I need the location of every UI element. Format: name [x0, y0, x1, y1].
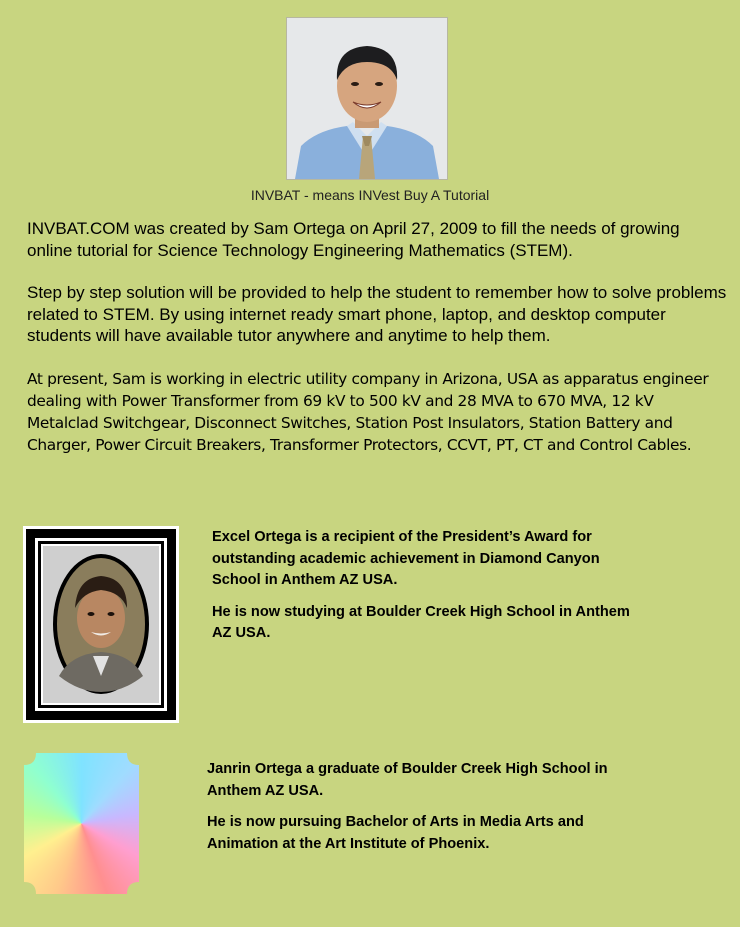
person-icon [287, 18, 447, 179]
intro-text [27, 218, 727, 477]
intro-paragraph: At present, Sam is working in electric utility company in Arizona, USA as apparatus engineer dealing with Power Transformer from 69 kV to 500 kV and 28 MVA to 670 MVA, 12 kV Metalclad Switchgear, Disconnect Switches, Station Post Insulators, Station Battery and Charger, Power Circuit Breakers, Transformer Protectors, CCVT, PT, CT and Control Cables. [27, 369, 709, 454]
janrin-bio [207, 759, 647, 865]
janrin-graduate-text: Janrin Ortega a graduate of Boulder Creek High School in Anthem AZ USA. [207, 761, 608, 799]
excel-bio [212, 527, 652, 655]
framed-portrait-icon [23, 526, 179, 723]
rainbow-gradient-icon [24, 753, 139, 894]
janrin-photo-placeholder [24, 753, 139, 894]
excel-award-text: Excel Ortega is a recipient of the President’s Award for outstanding academic achievement in Diamond Canyon School in Anthem AZ USA. [212, 529, 600, 588]
excel-school-text: He is now studying at Boulder Creek High School in Anthem AZ USA. [212, 603, 630, 641]
excel-framed-photo [23, 526, 179, 723]
sam-portrait-photo [286, 17, 448, 180]
janrin-study-text: He is now pursuing Bachelor of Arts in Media Arts and Animation at the Art Institute of Phoenix. [207, 814, 584, 852]
intro-paragraph: Step by step solution will be provided to help the student to remember how to solve problems related to STEM. By using internet ready smart phone, laptop, and desktop computer students will have available tutor anywhere and anytime to help them. [27, 283, 727, 346]
portrait-caption: INVBAT - means INVest Buy A Tutorial [250, 187, 490, 203]
intro-paragraph: INVBAT.COM was created by Sam Ortega on April 27, 2009 to fill the needs of growing online tutorial for Science Technology Engineering Mathematics (STEM). [27, 219, 680, 260]
